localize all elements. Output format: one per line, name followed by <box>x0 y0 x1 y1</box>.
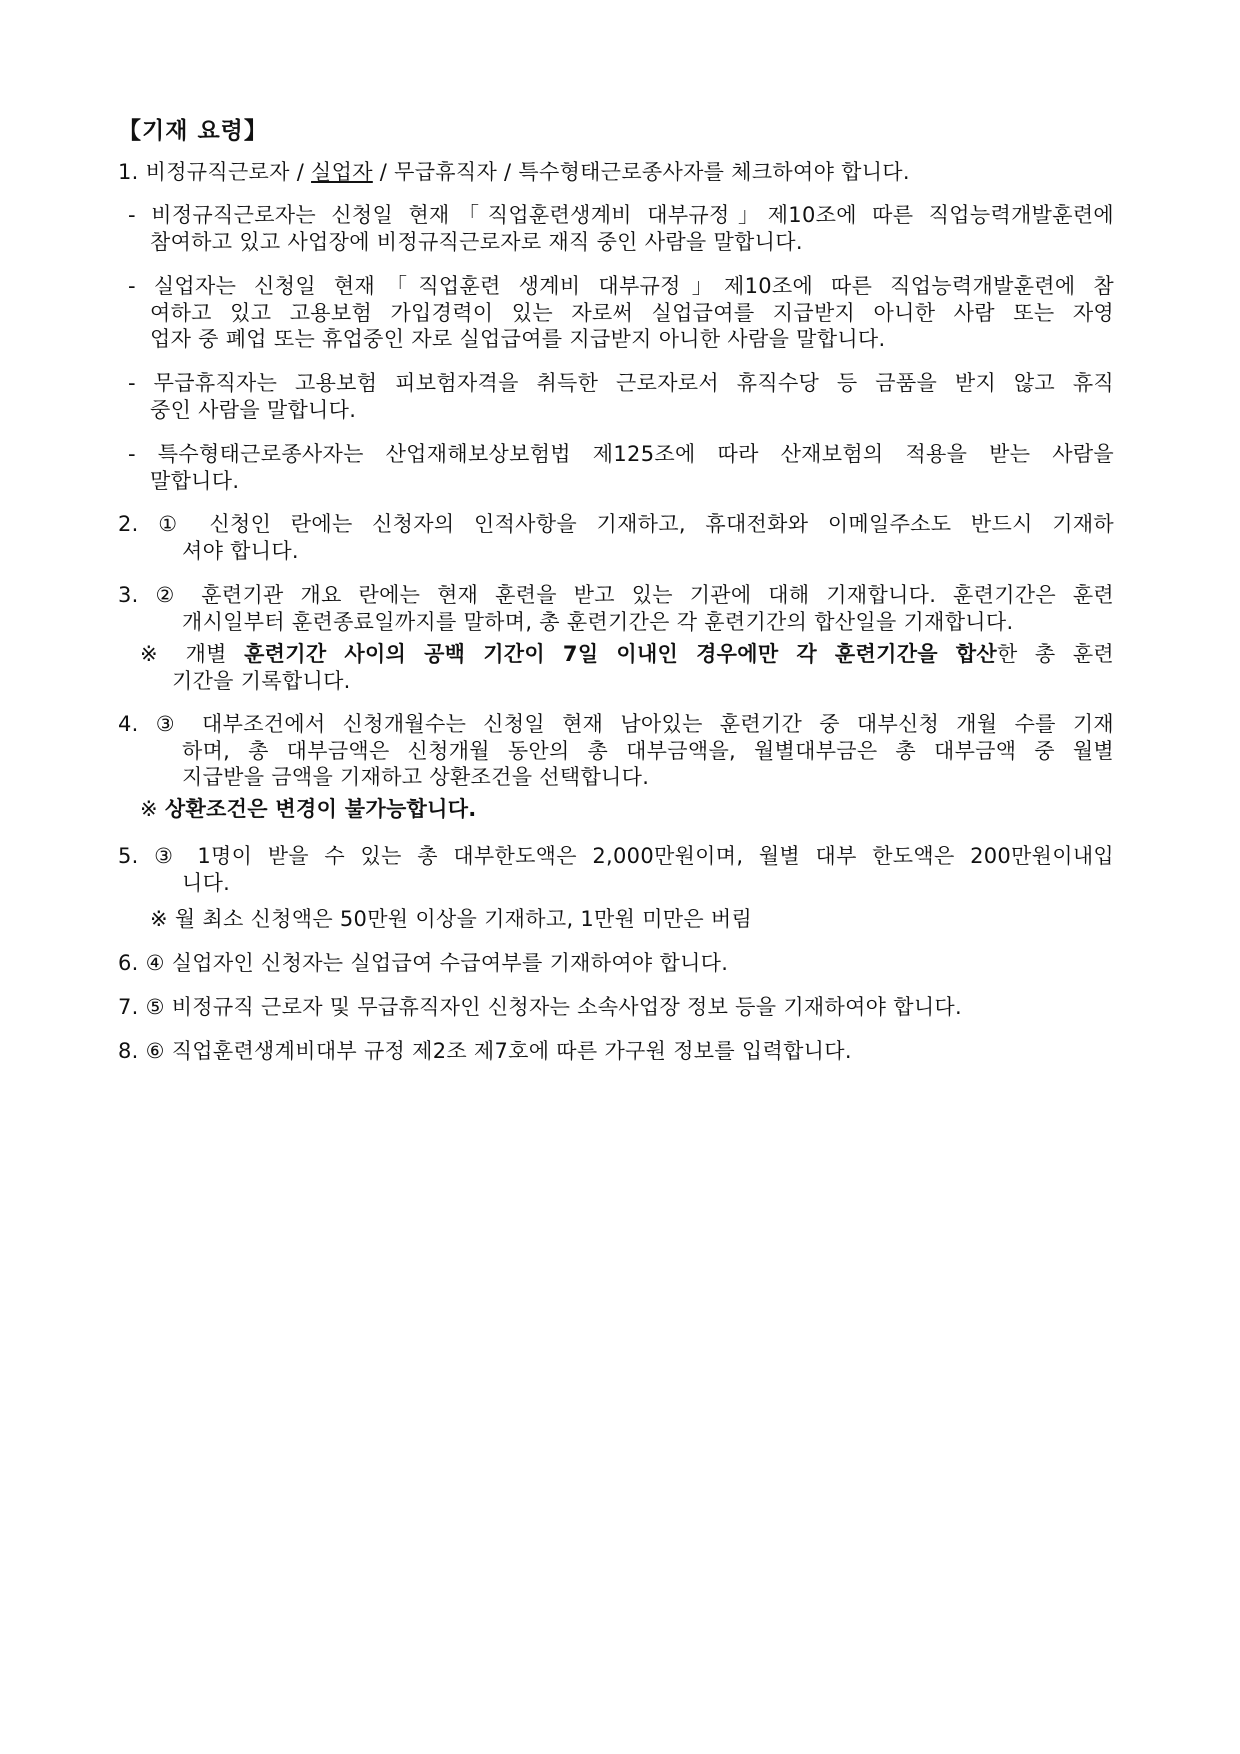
item-2-line-1: 2. ① 신청인 란에는 신청자의 인적사항을 기재하고, 휴대전화와 이메일주소도 반드시 기재하 <box>118 512 1114 536</box>
item-4-note <box>140 796 477 822</box>
item-1-prefix: 1. 비정규직근로자 / <box>118 160 312 184</box>
item-4-line-1: 4. ③ 대부조건에서 신청개월수는 신청일 현재 남아있는 훈련기간 중 대부신청 개월 수를 기재 <box>118 712 1114 736</box>
item-3-note-line-1 <box>140 641 1114 667</box>
item-3-line-1: 3. ② 훈련기관 개요 란에는 현재 훈련을 받고 있는 기관에 대해 기재합니다. 훈련기간은 훈련 <box>118 583 1114 607</box>
item-1-line <box>118 159 910 185</box>
page-title: 【기재 요령】 <box>118 118 268 144</box>
item-3-note-prefix: ※ 개별 <box>140 642 245 666</box>
item-1-sub-3-line-1: - 무급휴직자는 고용보험 피보험자격을 취득한 근로자로서 휴직수당 등 금품을 받지 않고 휴직 <box>128 371 1114 395</box>
item-1-sub-1-line-2: 참여하고 있고 사업장에 비정규직근로자로 재직 중인 사람을 말합니다. <box>150 230 803 254</box>
item-3-note-bold: 훈련기간 사이의 공백 기간이 7일 이내인 경우에만 각 훈련기간을 합산 <box>244 642 997 666</box>
item-1-sub-4-line-1: - 특수형태근로종사자는 산업재해보상보험법 제125조에 따라 산재보험의 적용을 받는 사람을 <box>128 442 1114 466</box>
item-6: 6. ④ 실업자인 신청자는 실업급여 수급여부를 기재하여야 합니다. <box>118 951 729 975</box>
item-1-sub-2-line-1: - 실업자는 신청일 현재「직업훈련 생계비 대부규정」제10조에 따른 직업능력개발훈련에 참 <box>128 274 1114 298</box>
item-5-line-1: 5. ③ 1명이 받을 수 있는 총 대부한도액은 2,000만원이며, 월별 대부 한도액은 200만원이내입 <box>118 844 1114 868</box>
item-3-line-2: 개시일부터 훈련종료일까지를 말하며, 총 훈련기간은 각 훈련기간의 합산일을 기재합니다. <box>182 610 1014 634</box>
item-3-note-line-2: 기간을 기록합니다. <box>172 669 351 693</box>
item-7: 7. ⑤ 비정규직 근로자 및 무급휴직자인 신청자는 소속사업장 정보 등을 기재하여야 합니다. <box>118 995 962 1019</box>
item-1-sub-4-line-2: 말합니다. <box>150 469 240 493</box>
item-1-sub-2-line-3: 업자 중 폐업 또는 휴업중인 자로 실업급여를 지급받지 아니한 사람을 말합니다. <box>150 327 886 351</box>
item-2-line-2: 셔야 합니다. <box>182 539 299 563</box>
item-8: 8. ⑥ 직업훈련생계비대부 규정 제2조 제7호에 따른 가구원 정보를 입력합니다. <box>118 1039 852 1063</box>
item-5-note: ※ 월 최소 신청액은 50만원 이상을 기재하고, 1만원 미만은 버림 <box>150 907 753 931</box>
item-5-line-2: 니다. <box>182 871 231 895</box>
item-1-sub-1-line-1: - 비정규직근로자는 신청일 현재「직업훈련생계비 대부규정」제10조에 따른 직업능력개발훈련에 <box>128 203 1114 227</box>
item-4-line-2: 하며, 총 대부금액은 신청개월 동안의 총 대부금액을, 월별대부금은 총 대부금액 중 월별 <box>182 739 1114 763</box>
item-1-sub-3-line-2: 중인 사람을 말합니다. <box>150 398 357 422</box>
item-4-note-bold: 상환조건은 변경이 불가능합니다. <box>164 797 477 821</box>
item-1-sub-2-line-2: 여하고 있고 고용보험 가입경력이 있는 자로써 실업급여를 지급받지 아니한 사람 또는 자영 <box>150 301 1114 325</box>
item-1-underlined-term: 실업자 <box>311 160 373 184</box>
item-4-line-3: 지급받을 금액을 기재하고 상환조건을 선택합니다. <box>182 765 650 789</box>
item-3-note-suffix: 한 총 훈련 <box>997 642 1114 666</box>
item-1-suffix: / 무급휴직자 / 특수형태근로종사자를 체크하여야 합니다. <box>372 160 910 184</box>
item-4-note-prefix: ※ <box>140 797 165 821</box>
